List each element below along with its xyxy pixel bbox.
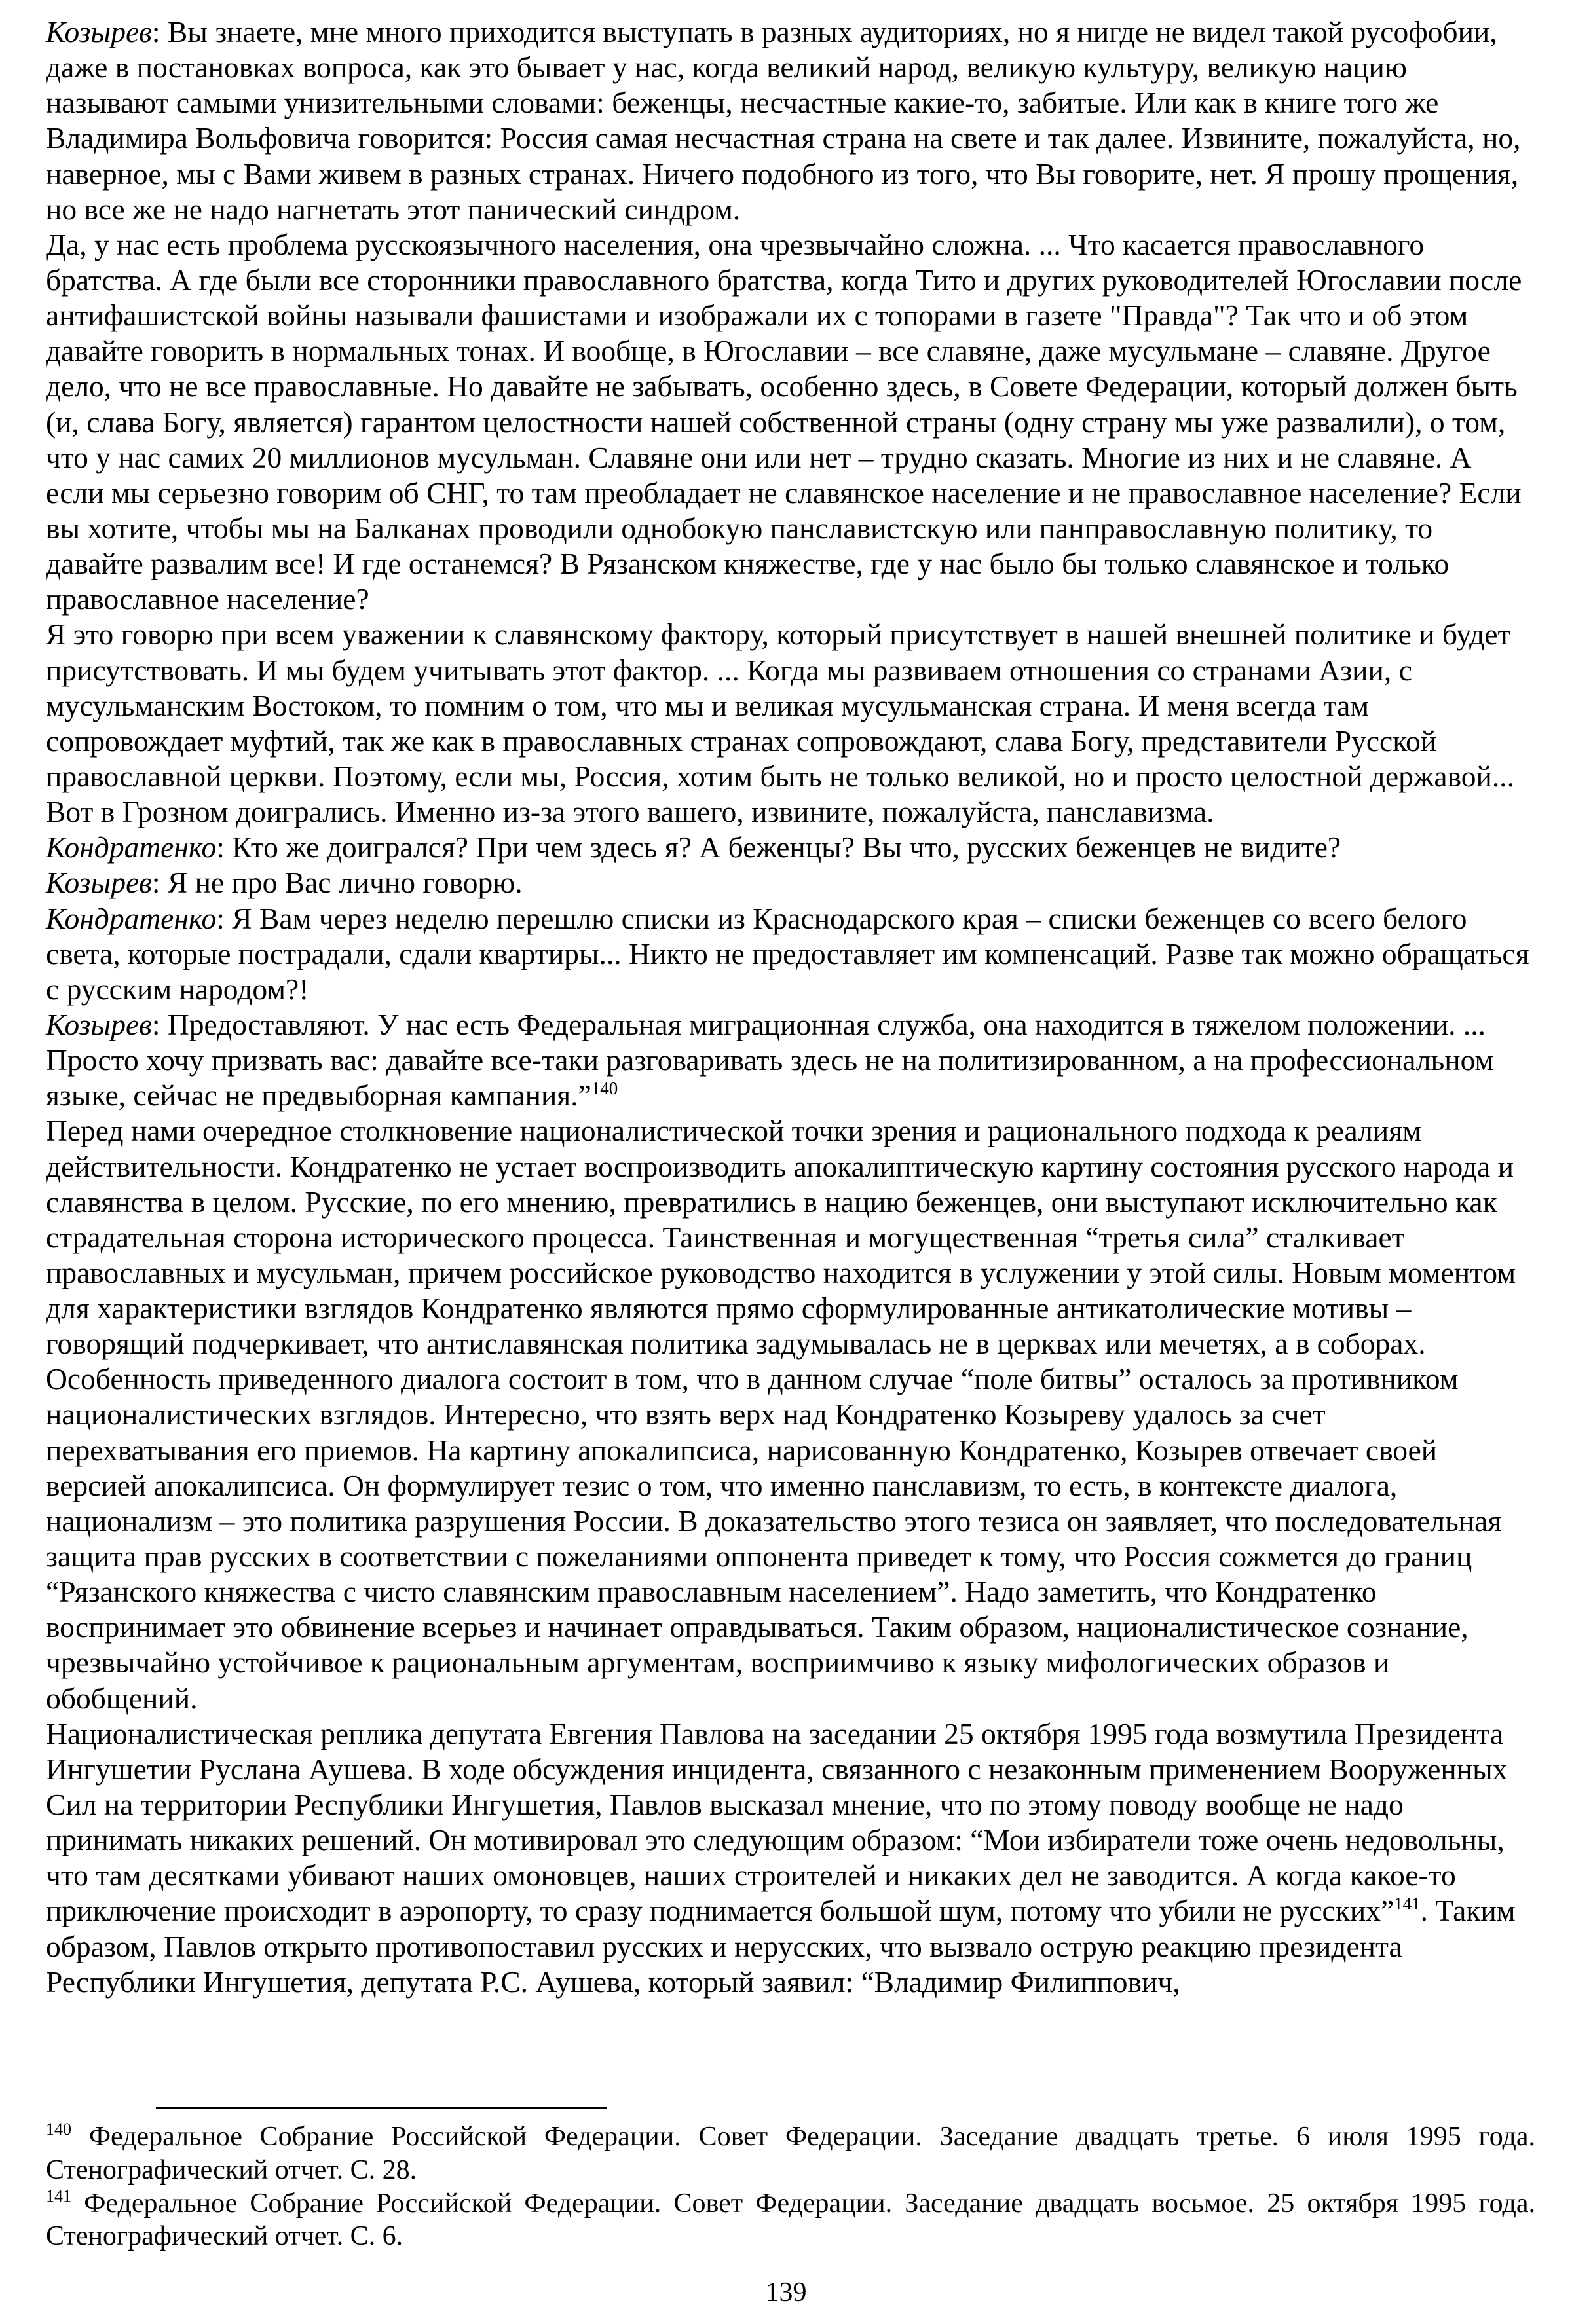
footnote — [46, 2120, 1535, 2187]
paragraph-text: : Вы знаете, мне много приходится выступать в разных аудиториях, но я нигде не видел такой русофобии, даже в постановках вопроса, как это бывает у нас, когда великий народ, великую культуру, великую нацию называют самыми унизительными словами: беженцы, несчастные какие-то, забитые. Или как в книге того же Владимира Вольфовича говорится: Россия самая несчастная страна на свете и так далее. Извините, пожалуйста, но, наверное, мы с Вами живем в разных странах. Ничего подобного из того, что Вы говорите, нет. Я прошу прощения, но все же не надо нагнетать этот панический синдром. — [46, 15, 1521, 226]
footnote-number: 140 — [46, 2120, 71, 2139]
paragraph — [46, 227, 1534, 618]
speaker-name: Козырев — [46, 15, 152, 48]
paragraph — [46, 830, 1534, 865]
speaker-name: Кондратенко — [46, 901, 217, 935]
speaker-name: Козырев — [46, 1007, 152, 1041]
paragraph — [46, 1361, 1534, 1716]
paragraph-text: Перед нами очередное столкновение националистической точки зрения и рационального подхода к реалиям действительности. Кондратенко не устает воспроизводить апокалиптическую картину состояния русского народа и славянства в целом. Русские, по его мнению, превратились в нацию беженцев, они выступают исключительно как страдательная сторона исторического процесса. Таинственная и могущественная “третья сила” сталкивает православных и мусульман, причем российское руководство находится в услужении у этой силы. Новым моментом для характеристики взглядов Кондратенко являются прямо сформулированные антикатолические мотивы – говорящий подчеркивает, что антиславянская политика задумывалась не в церквах или мечетях, а в соборах. — [46, 1114, 1516, 1361]
paragraph — [46, 14, 1534, 227]
paragraph — [46, 901, 1534, 1007]
footnote-number: 141 — [46, 2186, 71, 2205]
footnote-ref[interactable]: 141 — [1394, 1894, 1421, 1914]
paragraph — [46, 617, 1534, 830]
footnote-text: Федеральное Собрание Российской Федерации. Совет Федерации. Заседание двадцать третье. 6 июля 1995 года. Стенографический отчет. С. 28. — [46, 2122, 1535, 2185]
paragraph-text-tail: . Таким образом, Павлов открыто противопоставил русских и нерусских, что вызвало острую реакцию президента Республики Ингушетия, депутата Р.С. Аушева, который заявил: “Владимир Филиппович, — [46, 1894, 1516, 1999]
paragraph-text: : Предоставляют. У нас есть Федеральная миграционная служба, она находится в тяжелом положении. ... Просто хочу призвать вас: давайте все-таки разговаривать здесь не на политизированном, а на профессиональном языке, сейчас не предвыборная кампания.” — [46, 1007, 1494, 1113]
paragraph-text: Националистическая реплика депутата Евгения Павлова на заседании 25 октября 1995 года возмутила Президента Ингушетии Руслана Аушева. В ходе обсуждения инцидента, связанного с незаконным применением Вооруженных Сил на территории Республики Ингушетия, Павлов высказал мнение, что по этому поводу вообще не надо принимать никаких решений. Он мотивировал это следующим образом: “Мои избиратели тоже очень недовольны, что там десятками убивают наших омоновцев, наших строителей и никаких дел не заводится. А когда какое-то приключение происходит в аэропорту, то сразу поднимается большой шум, потому что убили не русских” — [46, 1716, 1508, 1928]
paragraph-text: : Я не про Вас лично говорю. — [151, 866, 523, 900]
footnote-divider — [156, 2107, 607, 2109]
speaker-name: Кондратенко — [46, 830, 217, 864]
footnote-ref[interactable]: 140 — [591, 1079, 618, 1099]
footnote — [46, 2187, 1535, 2254]
footnote-text: Федеральное Собрание Российской Федерации. Совет Федерации. Заседание двадцать восьмое. 25 октября 1995 года. Стенографический отчет. С. 6. — [46, 2188, 1535, 2252]
paragraph-text: Я это говорю при всем уважении к славянскому фактору, который присутствует в нашей внешней политике и будет присутствовать. И мы будем учитывать этот фактор. ... Когда мы развиваем отношения со странами Азии, с мусульманским Востоком, то помним о том, что мы и великая мусульманская страна. И меня всегда там сопровождает муфтий, так же как в православных странах сопровождают, слава Богу, представители Русской православной церкви. Поэтому, если мы, Россия, хотим быть не только великой, но и просто целостной державой... Вот в Грозном доигрались. Именно из-за этого вашего, извините, пожалуйста, панславизма. — [46, 618, 1514, 829]
paragraph-text: Особенность приведенного диалога состоит в том, что в данном случае “поле битвы” осталось за противником националистических взглядов. Интересно, что взять верх над Кондратенко Козыреву удалось за счет перехватывания его приемов. На картину апокалипсиса, нарисованную Кондратенко, Козырев отвечает своей версией апокалипсиса. Он формулирует тезис о том, что именно панславизм, то есть, в контексте диалога, национализм – это политика разрушения России. В доказательство этого тезиса он заявляет, что последовательная защита прав русских в соответствии с пожеланиями оппонента приведет к тому, что Россия сожмется до границ “Рязанского княжества с чисто славянским православным населением”. Надо заметить, что Кондратенко воспринимает это обвинение всерьез и начинает оправдываться. Таким образом, националистическое сознание, чрезвычайно устойчивое к рациональным аргументам, восприимчиво к языку мифологических образов и обобщений. — [46, 1362, 1502, 1715]
paragraph-text: : Кто же доигрался? При чем здесь я? А беженцы? Вы что, русских беженцев не видите? — [216, 830, 1341, 864]
footnotes — [46, 2120, 1535, 2253]
paragraph — [46, 1716, 1534, 2000]
page-number: 139 — [765, 2278, 807, 2308]
paragraph — [46, 1113, 1534, 1361]
body-text — [46, 14, 1534, 2000]
speaker-name: Козырев — [46, 866, 152, 900]
paragraph-text: Да, у нас есть проблема русскоязычного населения, она чрезвычайно сложна. ... Что касается православного братства. А где были все сторонники православного братства, когда Тито и других руководителей Югославии после антифашистской войны называли фашистами и изображали их с топорами в газете "Правда"? Так что и об этом давайте говорить в нормальных тонах. И вообще, в Югославии – все славяне, даже мусульмане – славяне. Другое дело, что не все православные. Но давайте не забывать, особенно здесь, в Совете Федерации, который должен быть (и, слава Богу, является) гарантом целостности нашей собственной страны (одну страну мы уже развалили), о том, что у нас самих 20 миллионов мусульман. Славяне они или нет – трудно сказать. Многие из них и не славяне. А если мы серьезно говорим об СНГ, то там преобладает не славянское население и не православное население? Если вы хотите, чтобы мы на Балканах проводили однобокую панславистскую или панправославную политику, то давайте развалим все! И где останемся? В Рязанском княжестве, где у нас было бы только славянское и только православное население? — [46, 227, 1522, 616]
paragraph — [46, 1007, 1534, 1113]
paragraph — [46, 865, 1534, 900]
paragraph-text: : Я Вам через неделю перешлю списки из Краснодарского края – списки беженцев со всего белого света, которые пострадали, сдали квартиры... Никто не предоставляет им компенсаций. Разве так можно обращаться с русским народом?! — [46, 901, 1529, 1006]
